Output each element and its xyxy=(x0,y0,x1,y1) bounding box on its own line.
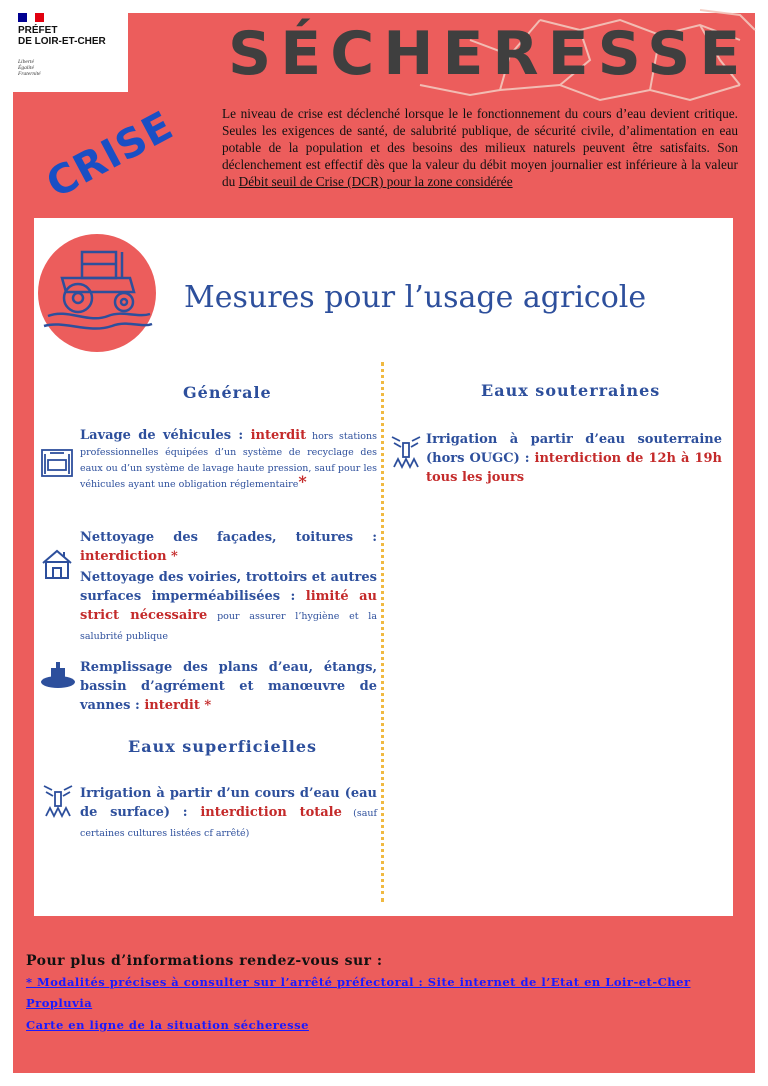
panel-title: Mesures pour l’usage agricole xyxy=(184,280,647,315)
sprinkler-icon xyxy=(390,433,422,469)
item-lavage-vehicules: Lavage de véhicules : interdit hors stations professionnelles équipées d’un système de recyclage des eaux ou d’un système de lavage haute pression, sauf pour les véhicules ayant une obligation réglementaire* xyxy=(80,428,377,491)
item-nettoyage-facades: Nettoyage des façades, toitures : interdiction * xyxy=(80,530,377,564)
footer-heading: Pour plus d’informations rendez-vous sur : xyxy=(26,953,383,969)
car-wash-icon xyxy=(40,446,74,478)
item-nettoyage-voiries: Nettoyage des voiries, trottoirs et autres surfaces imperméabilisées : limité au strict nécessaire pour assurer l’hygiène et la salubrité publique xyxy=(80,570,377,642)
french-flag-icon xyxy=(18,13,44,22)
item-plans-eau: Remplissage des plans d’eau, étangs, bassin d’agrément et manœuvre de vannes : interdit * xyxy=(80,660,377,713)
crisis-level-label: CRISE xyxy=(39,102,182,208)
heading-eaux-souterraines: Eaux souterraines xyxy=(481,381,661,400)
link-propluvia[interactable]: Propluvia xyxy=(26,996,93,1010)
tractor-icon xyxy=(38,234,156,352)
item-irrigation-surface: Irrigation à partir d’un cours d’eau (eau de surface) : interdiction totale (sauf certaines cultures listées cf arrêté) xyxy=(80,786,377,839)
sprinkler-icon xyxy=(42,782,74,818)
link-site-etat[interactable]: * Modalités précises à consulter sur l’arrêté préfectoral : Site internet de l’Etat en Loir-et-Cher xyxy=(26,975,691,989)
column-divider xyxy=(381,362,384,902)
dcr-definition-link[interactable]: Débit seuil de Crise (DCR) pour la zone considérée xyxy=(238,174,513,189)
house-icon xyxy=(40,548,74,580)
page-title: SÉCHERESSE xyxy=(228,19,750,89)
logo-motto: Liberté Égalité Fraternité xyxy=(18,59,41,77)
prefecture-logo xyxy=(0,0,128,92)
heading-eaux-superficielles: Eaux superficielles xyxy=(128,737,318,756)
item-irrigation-souterraine: Irrigation à partir d’eau souterraine (hors OUGC) : interdiction de 12h à 19h tous les jours xyxy=(426,432,722,485)
boat-pond-icon xyxy=(40,660,76,690)
link-carte-secheresse[interactable]: Carte en ligne de la situation sécheresse xyxy=(26,1018,309,1032)
intro-paragraph: Le niveau de crise est déclenché lorsque le le fonctionnement du cours d’eau devient critique. Seules les exigences de santé, de salubrité publique, de sécurité civile, d’alimentation en eau potable de la population et des besoins des milieux naturels peuvent être satisfaits. Son déclenchement est effectif dès que la valeur du débit moyen journalier est inférieure à la valeur du Débit seuil de Crise (DCR) pour la zone considérée xyxy=(222,106,738,189)
logo-prefet-text: PRÉFET DE LOIR-ET-CHER xyxy=(18,25,106,47)
heading-generale: Générale xyxy=(183,383,272,402)
